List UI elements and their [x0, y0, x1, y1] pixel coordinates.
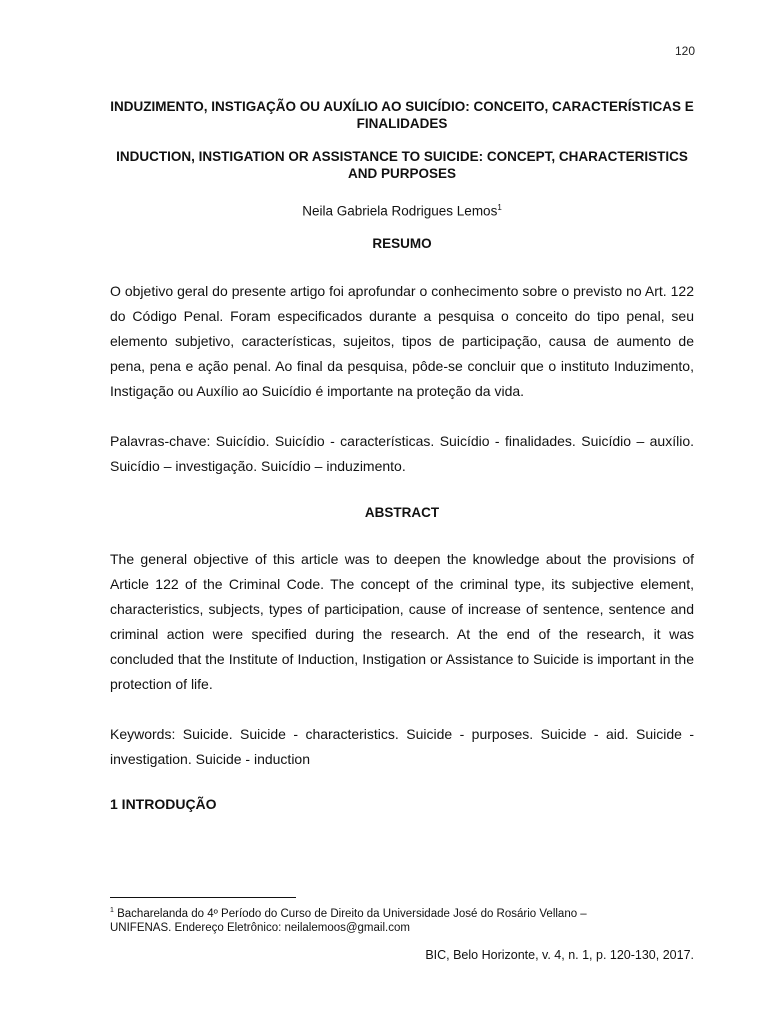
article-body — [110, 98, 694, 812]
resumo-heading: RESUMO — [372, 235, 432, 251]
footnote-mark: 1 — [110, 907, 114, 914]
abstract-heading: ABSTRACT — [364, 504, 440, 520]
page-number: 120 — [674, 44, 695, 58]
title-portuguese: INDUZIMENTO, INSTIGAÇÃO OU AUXÍLIO AO SUICÍDIO: CONCEITO, CARACTERÍSTICAS E FINALIDADES — [110, 99, 694, 131]
title-english: INDUCTION, INSTIGATION OR ASSISTANCE TO SUICIDE: CONCEPT, CHARACTERISTICS AND PURPOSES — [116, 149, 688, 181]
footnote-line-1: Bacharelanda do 4º Período do Curso de Direito da Universidade José do Rosário Vellano – — [113, 907, 587, 920]
section-heading-introduction: 1 INTRODUÇÃO — [110, 795, 217, 812]
resumo-text: O objetivo geral do presente artigo foi aprofundar o conhecimento sobre o previsto no Art. 122 do Código Penal. Foram especificados durante a pesquisa o conceito do tipo penal, seu elemento subjetivo, características, sujeitos, tipos de participação, causa de aumento de pena, pena e ação penal. Ao final da pesquisa, pôde-se concluir que o instituto Induzimento, Instigação ou Auxílio ao Suicídio é importante na proteção da vida. — [110, 282, 694, 399]
abstract-text: The general objective of this article was to deepen the knowledge about the provisions of Article 122 of the Criminal Code. The concept of the criminal type, its subjective element, characteristics, subjects, types of participation, cause of increase of sentence, sentence and criminal action were specified during the research. At the end of the research, it was concluded that the Institute of Induction, Instigation or Assistance to Suicide is important in the protection of life. — [110, 550, 694, 692]
author-name: Neila Gabriela Rodrigues Lemos — [302, 203, 498, 219]
footnote-divider — [110, 897, 296, 898]
author-line — [110, 199, 694, 220]
footnote-line-2: UNIFENAS. Endereço Eletrônico: neilalemoos@gmail.com — [110, 921, 410, 934]
author-footnote-mark: 1 — [497, 203, 502, 212]
keywords: Keywords: Suicide. Suicide - characteristics. Suicide - purposes. Suicide - aid. Suicide - investigation. Suicide - induction — [110, 725, 694, 767]
palavras-chave: Palavras-chave: Suicídio. Suicídio - características. Suicídio - finalidades. Suicídio – auxílio. Suicídio – investigação. Suicídio – induzimento. — [110, 432, 694, 474]
journal-citation: BIC, Belo Horizonte, v. 4, n. 1, p. 120-130, 2017. — [425, 948, 694, 962]
footnote — [110, 904, 700, 935]
